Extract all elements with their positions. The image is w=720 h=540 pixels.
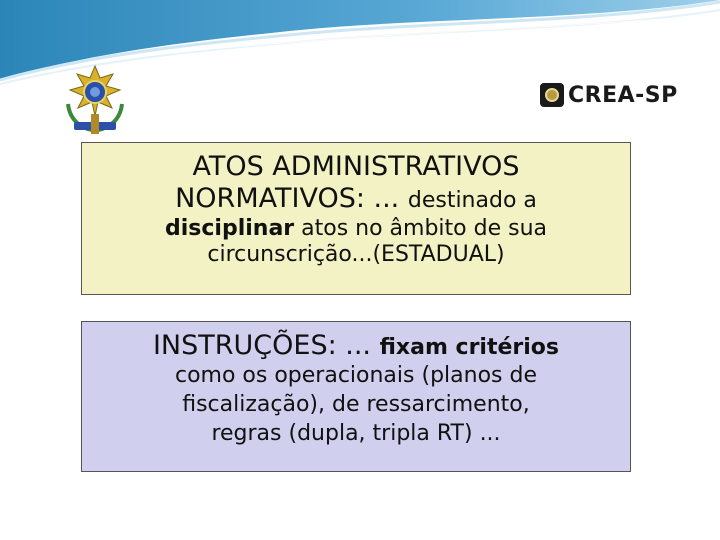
crea-seal-icon [540, 83, 564, 107]
box1-line2 [82, 183, 630, 215]
box1-line4: circunscrição...(ESTADUAL) [207, 242, 505, 268]
normative-acts-box [81, 142, 631, 295]
box1-line1: ATOS ADMINISTRATIVOS [192, 151, 520, 182]
brazil-coat-of-arms-icon [60, 64, 130, 136]
box1-line3 [82, 216, 630, 242]
box2-line4: regras (dupla, tripla RT) ... [211, 420, 501, 446]
logo-text: CREA-SP [568, 82, 678, 108]
box2-line1 [82, 330, 630, 362]
box2-line3: fiscalização), de ressarcimento, [182, 391, 530, 417]
box1-line3-rest: atos no âmbito de sua [301, 215, 548, 241]
box1-line2-main: NORMATIVOS: ... [175, 183, 400, 215]
box2-line1-main: INSTRUÇÕES: ... [152, 330, 372, 361]
box2-line2: como os operacionais (planos de [174, 363, 537, 389]
instructions-box [81, 321, 631, 472]
box2-line1-bold: fixam critérios [379, 335, 560, 360]
box1-line3-bold: disciplinar [164, 215, 295, 241]
box1-line2-small: destinado a [407, 188, 537, 214]
crea-sp-logo [540, 82, 678, 108]
